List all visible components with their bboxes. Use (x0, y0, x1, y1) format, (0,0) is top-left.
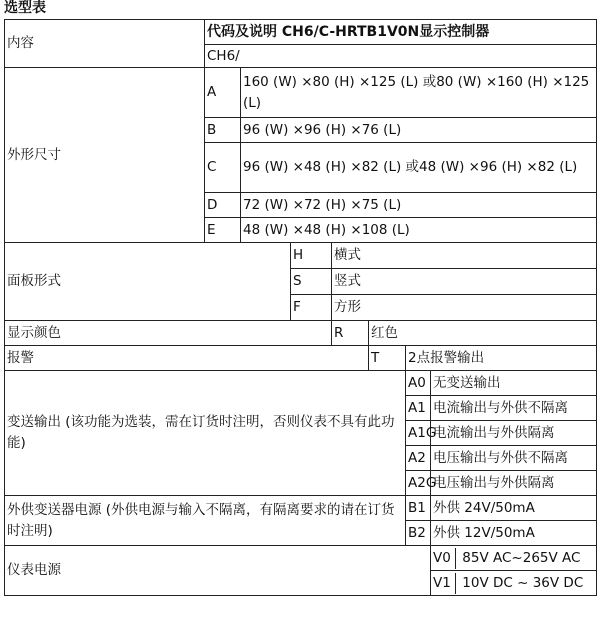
dimension-text: 96 (W) ×96 (H) ×76 (L) (241, 118, 597, 143)
table-caption: 选型表 (4, 0, 46, 16)
display-color-label: 显示颜色 (5, 321, 332, 346)
panel-label: 面板形式 (5, 243, 291, 321)
table-row (5, 496, 597, 521)
ext-power-code: B1 (406, 496, 431, 521)
transmit-text: 电流输出与外供不隔离 (431, 396, 597, 421)
table-row (5, 371, 597, 396)
dimension-code: A (205, 68, 241, 118)
display-color-code: R (332, 321, 369, 346)
table-title: 代码及说明 CH6/C-HRTB1V0N显示控制器 (205, 20, 597, 45)
panel-text: 方形 (332, 295, 597, 321)
model-prefix: CH6/ (205, 45, 597, 68)
panel-text: 横式 (332, 243, 597, 269)
dimension-text: 72 (W) ×72 (H) ×75 (L) (241, 193, 597, 218)
table-row (5, 546, 597, 571)
header-row (5, 20, 597, 45)
transmit-code: A1 (406, 396, 431, 421)
dimension-text: 48 (W) ×48 (H) ×108 (L) (241, 218, 597, 243)
power-label: 仪表电源 (5, 546, 431, 596)
transmit-label: 变送输出 (该功能为选装，需在订货时注明，否则仪表不具有此功能) (5, 371, 406, 496)
power-option (431, 546, 597, 571)
selection-table (4, 19, 597, 596)
transmit-text: 电压输出与外供隔离 (431, 471, 597, 496)
power-option (431, 571, 597, 596)
panel-code: H (291, 243, 332, 269)
dimension-code: B (205, 118, 241, 143)
alarm-label: 报警 (5, 346, 369, 371)
transmit-text: 电压输出与外供不隔离 (431, 446, 597, 471)
ext-power-label: 外供变送器电源 (外供电源与输入不隔离，有隔离要求的请在订货时注明) (5, 496, 406, 546)
transmit-code: A1G (406, 421, 431, 446)
dimension-text: 96 (W) ×48 (H) ×82 (L) 或48 (W) ×96 (H) ×82 (L) (241, 143, 597, 193)
power-code: V1 (431, 573, 456, 594)
transmit-text: 无变送输出 (431, 371, 597, 396)
ext-power-code: B2 (406, 521, 431, 546)
ext-power-text: 外供 24V/50mA (431, 496, 597, 521)
table-row (5, 243, 597, 269)
content-label: 内容 (5, 20, 205, 68)
alarm-code: T (369, 346, 406, 371)
ext-power-text: 外供 12V/50mA (431, 521, 597, 546)
dimensions-label: 外形尺寸 (5, 68, 205, 243)
dimension-code: D (205, 193, 241, 218)
panel-code: S (291, 269, 332, 295)
transmit-text: 电流输出与外供隔离 (431, 421, 597, 446)
table-row (5, 68, 597, 118)
dimension-code: E (205, 218, 241, 243)
panel-text: 竖式 (332, 269, 597, 295)
power-text: 85V AC~265V AC (462, 549, 581, 566)
transmit-code: A2 (406, 446, 431, 471)
dimension-text: 160 (W) ×80 (H) ×125 (L) 或80 (W) ×160 (H) ×125 (L) (241, 68, 597, 118)
display-color-text: 红色 (369, 321, 597, 346)
table-row (5, 321, 597, 346)
panel-code: F (291, 295, 332, 321)
alarm-text: 2点报警输出 (406, 346, 597, 371)
power-text: 10V DC ~ 36V DC (462, 574, 584, 591)
dimension-code: C (205, 143, 241, 193)
table-row (5, 346, 597, 371)
power-code: V0 (431, 548, 456, 569)
transmit-code: A0 (406, 371, 431, 396)
transmit-code: A2G (406, 471, 431, 496)
